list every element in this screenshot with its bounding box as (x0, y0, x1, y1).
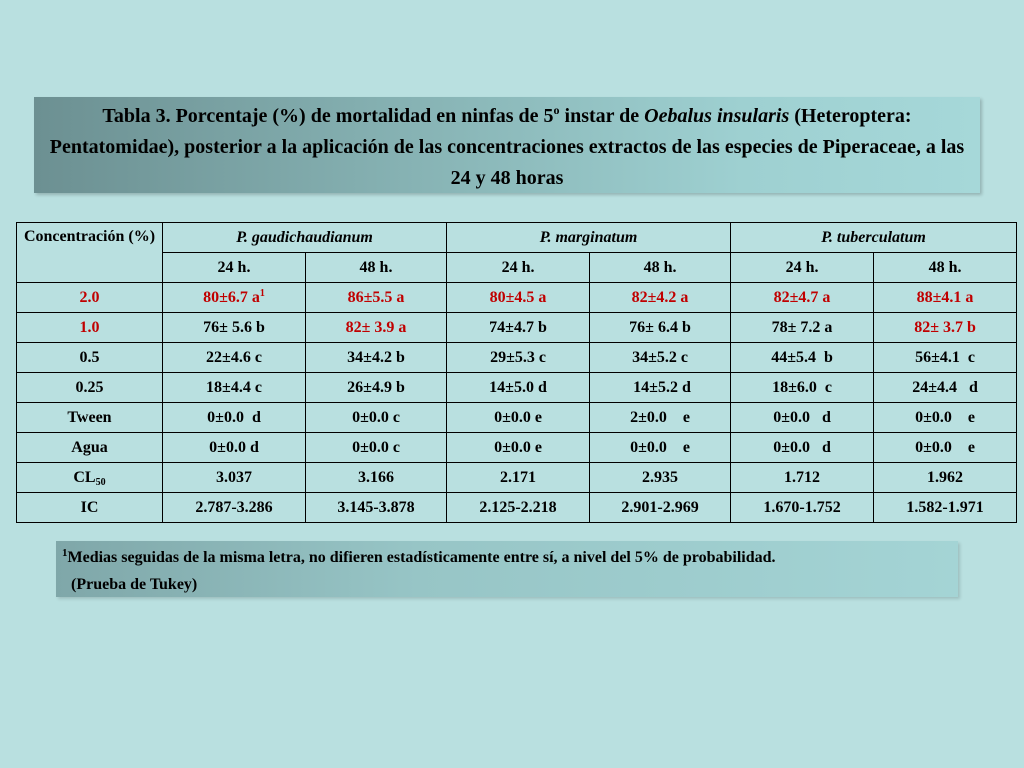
cell-value: 2.125-2.218 (479, 498, 557, 516)
cell-value: 2.935 (642, 468, 679, 486)
header-time: 48 h. (874, 253, 1017, 283)
data-cell (306, 433, 447, 463)
data-cell (731, 283, 874, 313)
data-cell (874, 493, 1017, 523)
table-row (17, 403, 1017, 433)
data-cell (731, 433, 874, 463)
cell-value: 1.670-1.752 (763, 498, 841, 516)
cell-value: 34±4.2 b (347, 348, 405, 366)
cell-value: 18±6.0 c (772, 378, 832, 396)
table-row (17, 493, 1017, 523)
data-cell (306, 373, 447, 403)
caption-text-start: Tabla 3. Porcentaje (%) de mortalidad en ninfas de 5 (102, 105, 554, 127)
data-cell (590, 493, 731, 523)
cell-value: 0±0.0 d (209, 438, 259, 456)
data-cell (447, 313, 590, 343)
data-cell (874, 373, 1017, 403)
row-label-text: Tween (67, 408, 112, 426)
row-concentration-label (17, 403, 163, 433)
cell-value: 44±5.4 b (771, 348, 833, 366)
table-footnote (56, 541, 958, 597)
cell-value: 0±0.0 e (915, 438, 975, 456)
cell-value: 0±0.0 c (352, 438, 400, 456)
cell-value: 86±5.5 a (347, 288, 405, 306)
data-cell (163, 403, 306, 433)
cell-value: 0±0.0 e (630, 438, 690, 456)
row-concentration-label (17, 343, 163, 373)
data-cell (874, 403, 1017, 433)
row-label-text: Agua (71, 438, 108, 456)
cell-value: 1.582-1.971 (906, 498, 984, 516)
data-cell (874, 283, 1017, 313)
cell-value: 0±0.0 d (773, 408, 831, 426)
data-cell (874, 313, 1017, 343)
row-label-text: 1.0 (79, 318, 100, 336)
data-cell (163, 313, 306, 343)
cell-value: 0±0.0 d (207, 408, 261, 426)
data-cell (306, 463, 447, 493)
row-label-text: 0.5 (79, 348, 100, 366)
cell-value: 29±5.3 c (490, 348, 546, 366)
row-concentration-label (17, 313, 163, 343)
cell-value: 78± 7.2 a (771, 318, 833, 336)
table-row (17, 373, 1017, 403)
cell-value: 0±0.0 d (773, 438, 831, 456)
row-label-text: 2.0 (79, 288, 100, 306)
caption-species-name: Oebalus insularis (644, 105, 790, 127)
cell-value: 0±0.0 e (494, 438, 542, 456)
mortality-table (16, 222, 1017, 523)
cell-value: 82± 3.7 b (914, 318, 976, 336)
data-cell (590, 313, 731, 343)
data-cell (731, 343, 874, 373)
table-row (17, 343, 1017, 373)
row-label-text: CL (73, 468, 96, 486)
cell-value: 82±4.7 a (773, 288, 831, 306)
cell-value: 1.712 (784, 468, 821, 486)
header-species-tuberculatum: P. tuberculatum (731, 223, 1017, 253)
cell-value: 22±4.6 c (206, 348, 262, 366)
data-cell (590, 433, 731, 463)
cell-value: 3.145-3.878 (337, 498, 415, 516)
footnote-line-1 (62, 544, 954, 571)
header-row-species (17, 223, 1017, 253)
data-cell (163, 283, 306, 313)
data-cell (447, 463, 590, 493)
row-concentration-label (17, 373, 163, 403)
data-cell (163, 373, 306, 403)
data-cell (163, 463, 306, 493)
cell-value: 14±5.0 d (489, 378, 547, 396)
data-cell (874, 433, 1017, 463)
cell-value: 76± 5.6 b (203, 318, 265, 336)
cell-value: 34±5.2 c (632, 348, 688, 366)
table-caption (34, 97, 980, 193)
data-cell (731, 493, 874, 523)
table-row (17, 463, 1017, 493)
header-species-gaudichaudianum: P. gaudichaudianum (163, 223, 447, 253)
table-row (17, 283, 1017, 313)
footnote-line-2: (Prueba de Tukey) (71, 576, 198, 593)
cell-value: 82±4.2 a (631, 288, 689, 306)
row-label-subscript: 50 (95, 476, 106, 488)
data-cell (874, 463, 1017, 493)
data-cell (306, 283, 447, 313)
data-cell (731, 373, 874, 403)
data-cell (163, 343, 306, 373)
data-cell (874, 343, 1017, 373)
data-cell (731, 403, 874, 433)
footnote-text: Medias seguidas de la misma letra, no difieren estadísticamente entre sí, a nivel del 5% de probabilidad. (67, 549, 776, 566)
row-label-text: IC (80, 498, 99, 516)
cell-value: 0±0.0 c (352, 408, 400, 426)
header-time: 24 h. (163, 253, 306, 283)
caption-ordinal-superscript: o (553, 103, 560, 117)
cell-value: 74±4.7 b (489, 318, 547, 336)
table-row (17, 313, 1017, 343)
header-time: 24 h. (731, 253, 874, 283)
data-cell (306, 493, 447, 523)
data-cell (447, 433, 590, 463)
cell-value: 80±6.7 a (203, 288, 260, 306)
row-concentration-label (17, 493, 163, 523)
table-row (17, 433, 1017, 463)
data-cell (163, 493, 306, 523)
row-concentration-label (17, 433, 163, 463)
data-cell (163, 433, 306, 463)
header-time: 48 h. (306, 253, 447, 283)
header-concentration: Concentración (%) (17, 223, 163, 283)
cell-value: 26±4.9 b (347, 378, 405, 396)
cell-value: 2±0.0 e (630, 408, 690, 426)
data-cell (590, 343, 731, 373)
cell-value: 3.037 (216, 468, 252, 486)
cell-value: 2.787-3.286 (195, 498, 273, 516)
cell-value: 0±0.0 e (915, 408, 975, 426)
data-cell (447, 343, 590, 373)
header-row-times (17, 253, 1017, 283)
caption-text-instar: instar de (559, 105, 645, 127)
cell-value: 2.901-2.969 (621, 498, 699, 516)
data-cell (447, 493, 590, 523)
data-cell (590, 373, 731, 403)
cell-value: 14±5.2 d (629, 378, 691, 396)
cell-value: 80±4.5 a (489, 288, 547, 306)
cell-value: 18±4.4 c (206, 378, 262, 396)
footnote-marker: 1 (62, 547, 68, 559)
cell-value: 82± 3.9 a (345, 318, 407, 336)
data-cell (447, 403, 590, 433)
header-species-marginatum: P. marginatum (447, 223, 731, 253)
header-time: 48 h. (590, 253, 731, 283)
data-cell (590, 463, 731, 493)
cell-footnote-marker: 1 (259, 287, 265, 299)
cell-value: 56±4.1 c (915, 348, 975, 366)
row-concentration-label (17, 283, 163, 313)
data-cell (731, 463, 874, 493)
data-cell (306, 313, 447, 343)
cell-value: 76± 6.4 b (629, 318, 691, 336)
data-cell (590, 403, 731, 433)
data-cell (447, 283, 590, 313)
cell-value: 0±0.0 e (494, 408, 542, 426)
cell-value: 24±4.4 d (912, 378, 978, 396)
caption-text-end: (Heteroptera: Pentatomidae), posterior a la aplicación de las concentraciones extractos de las especies de Piperaceae, a las 24 y 48 horas (49, 105, 965, 189)
cell-value: 1.962 (927, 468, 964, 486)
row-concentration-label (17, 463, 163, 493)
data-cell (306, 343, 447, 373)
data-cell (447, 373, 590, 403)
data-cell (590, 283, 731, 313)
data-cell (731, 313, 874, 343)
data-cell (306, 403, 447, 433)
cell-value: 2.171 (500, 468, 537, 486)
row-label-text: 0.25 (75, 378, 104, 396)
cell-value: 3.166 (358, 468, 394, 486)
header-time: 24 h. (447, 253, 590, 283)
cell-value: 88±4.1 a (916, 288, 974, 306)
